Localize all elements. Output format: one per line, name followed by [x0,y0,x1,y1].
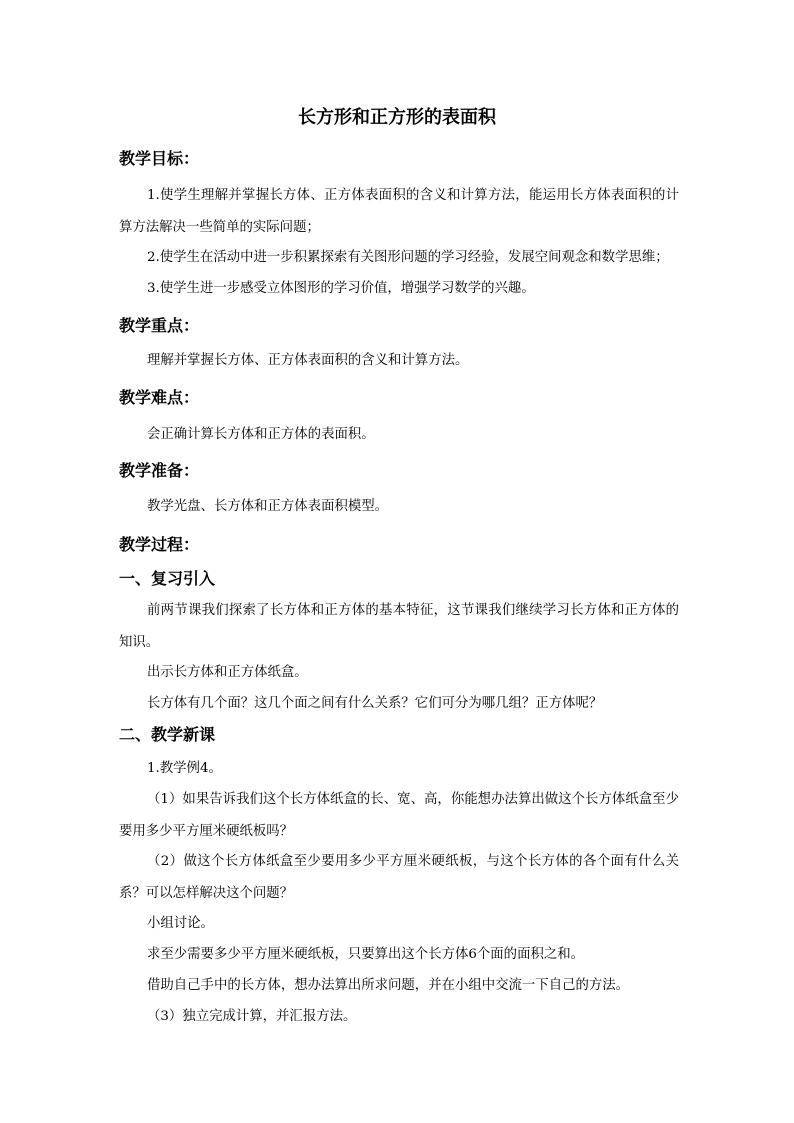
review-paragraph-1: 前两节课我们探索了长方体和正方体的基本特征，这节课我们继续学习长方体和正方体的知识。 [119,603,679,650]
heading-preparation: 教学准备： [119,461,200,480]
difficulties-text: 会正确计算长方体和正方体的表面积。 [147,427,375,442]
new-lesson-explanation: 求至少需要多少平方厘米硬纸板，只要算出这个长方体6个面的面积之和。 [147,947,585,962]
new-lesson-question-2: （2）做这个长方体纸盒至少要用多少平方厘米硬纸板，与这个长方体的各个面有什么关系？可以怎样解决这个问题？ [119,854,679,901]
heading-difficulties: 教学难点： [119,388,200,407]
goal-item-1: 1.使学生理解并掌握长方体、正方体表面积的含义和计算方法，能运用长方体表面积的计算方法解决一些简单的实际问题； [119,188,679,235]
heading-review-intro: 一、复习引入 [119,569,216,588]
new-lesson-question-1: （1）如果告诉我们这个长方体纸盒的长、宽、高，你能想办法算出做这个长方体纸盒至少要用多少平方厘米硬纸板吗？ [119,792,679,839]
new-lesson-item-1: 1.教学例4。 [147,761,222,776]
review-paragraph-3: 长方体有几个面？这几个面之间有什么关系？它们可分为哪几组？正方体呢？ [147,696,603,711]
key-points-text: 理解并掌握长方体、正方体表面积的含义和计算方法。 [147,353,469,368]
preparation-text: 教学光盘、长方体和正方体表面积模型。 [147,499,389,514]
heading-key-points: 教学重点： [119,316,200,335]
review-paragraph-2: 出示长方体和正方体纸盒。 [147,665,308,680]
heading-process: 教学过程： [119,535,200,554]
goal-item-2: 2.使学生在活动中进一步积累探索有关图形问题的学习经验，发展空间观念和数学思维； [147,250,669,265]
new-lesson-question-3: （3）独立完成计算，并汇报方法。 [147,1009,357,1024]
new-lesson-exchange: 借助自己手中的长方体，想办法算出所求问题，并在小组中交流一下自己的方法。 [147,978,630,993]
goal-item-3: 3.使学生进一步感受立体图形的学习价值，增强学习数学的兴趣。 [147,281,535,296]
document-title: 长方形和正方形的表面积 [298,107,496,128]
heading-new-lesson: 二、教学新课 [119,725,216,744]
heading-teaching-goals: 教学目标： [119,149,200,168]
new-lesson-group-discussion: 小组讨论。 [147,916,214,931]
